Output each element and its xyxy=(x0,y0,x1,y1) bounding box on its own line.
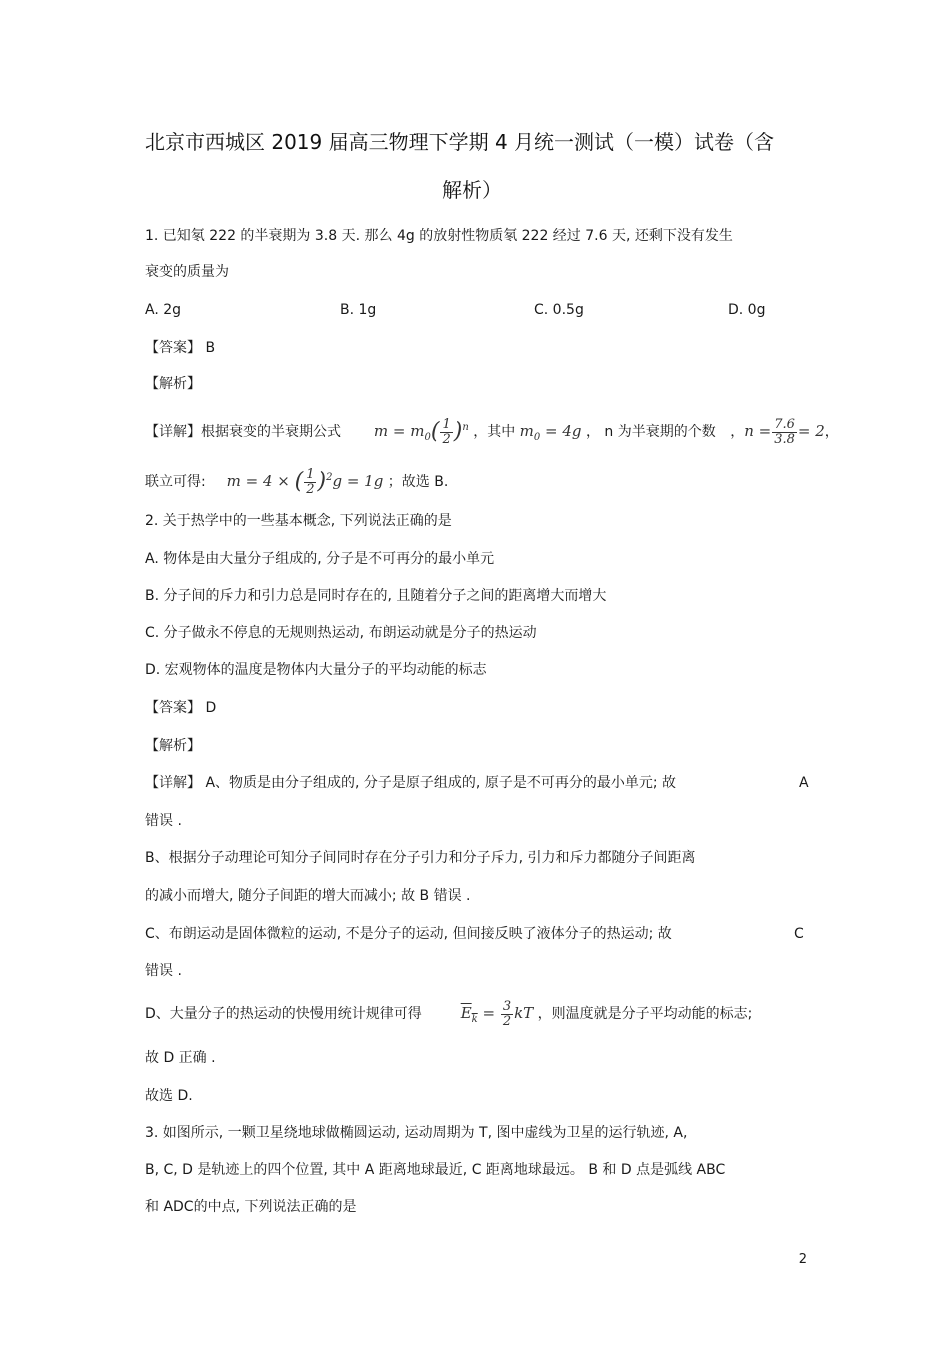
q1-combine-prefix: 联立可得: xyxy=(145,474,206,490)
q1-analysis-label: 【解析】 xyxy=(145,376,201,392)
q1-detail: 【详解】根据衰变的半衰期公式 $m = m_0$( $\frac{1}{2}$ )$^n$ ，其中 $m_0 = 4g$ ， n 为半衰期的个数 ，n = $\frac{7.6}{3.8}$ = 2， xyxy=(145,416,839,447)
q2-option-d: D. 宏观物体的温度是物体内大量分子的平均动能的标志 xyxy=(145,662,487,678)
q1-option-a: A. 2g xyxy=(145,302,182,318)
q2-detail-d-prefix: D、大量分子的热运动的快慢用统计规律可得 xyxy=(145,1006,422,1022)
q2-detail-c-line1: C、布朗运动是固体微粒的运动, 不是分子的运动, 但间接反映了液体分子的热运动; 故 xyxy=(145,926,672,942)
q2-detail-d-line2: 故 D 正确 . xyxy=(145,1050,216,1066)
q1-option-d: D. 0g xyxy=(728,302,766,318)
q3-stem-line2: B, C, D 是轨迹上的四个位置, 其中 A 距离地球最近, C 距离地球最远。 B 和 D 点是弧线 ABC xyxy=(145,1162,726,1178)
page-number: 2 xyxy=(798,1252,807,1267)
q2-conclusion: 故选 D. xyxy=(145,1088,193,1104)
q2-detail-d-suffix: ，则温度就是分子平均动能的标志; xyxy=(537,1006,753,1022)
q2-option-c: C. 分子做永不停息的无规则热运动, 布朗运动就是分子的热运动 xyxy=(145,625,537,641)
q1-option-b: B. 1g xyxy=(340,302,377,318)
q1-m0-formula: $m_0 = 4g$ xyxy=(519,422,582,443)
q2-detail-a-line1: 【详解】 A、物质是由分子组成的, 分子是原子组成的, 原子是不可再分的最小单元; 故 xyxy=(145,775,676,791)
q3-stem-line1: 3. 如图所示, 一颗卫星绕地球做椭圆运动, 运动周期为 T, 图中虚线为卫星的运行轨迹, A, xyxy=(145,1125,688,1141)
q1-stem-line1: 1. 已知氡 222 的半衰期为 3.8 天. 那么 4g 的放射性物质氡 222 经过 7.6 天, 还剩下没有发生 xyxy=(145,228,733,244)
q1-stem-line2: 衰变的质量为 xyxy=(145,264,229,280)
q2-energy-formula: $E_k$ = $\frac{3}{2}$ kT xyxy=(460,998,534,1029)
q2-option-a: A. 物体是由大量分子组成的, 分子是不可再分的最小单元 xyxy=(145,551,495,567)
q1-detail-prefix: 【详解】根据衰变的半衰期公式 xyxy=(145,424,341,440)
q2-detail-a-line2: 错误 . xyxy=(145,813,182,829)
q1-answer: 【答案】 B xyxy=(145,340,216,356)
q2-option-b: B. 分子间的斥力和引力总是同时存在的, 且随着分子之间的距离增大而增大 xyxy=(145,588,607,604)
q2-detail-c-right: C xyxy=(794,926,804,942)
q1-combine-formula: m = 4 × ( $\frac{1}{2}$ )$^2$g = 1g xyxy=(226,466,384,497)
q1-detail-mid1: ，其中 xyxy=(473,424,516,440)
q2-detail-b-line1: B、根据分子动理论可知分子间同时存在分子引力和分子斥力, 引力和斥力都随分子间距离 xyxy=(145,850,696,866)
q1-combine-suffix: ；故选 B. xyxy=(387,474,449,490)
q2-answer: 【答案】 D xyxy=(145,700,217,716)
q1-combine xyxy=(145,460,448,500)
q3-stem-line3: 和 ADC的中点, 下列说法正确的是 xyxy=(145,1199,357,1215)
document-title-line2: 解析） xyxy=(442,178,502,202)
q1-n-formula: n = $\frac{7.6}{3.8}$ = 2 xyxy=(744,416,825,447)
q2-detail-a-right: A xyxy=(799,775,809,791)
q1-option-c: C. 0.5g xyxy=(534,302,584,318)
q2-detail-c-line2: 错误 . xyxy=(145,963,182,979)
q1-halflife-formula: $m = m_0$( $\frac{1}{2}$ )$^n$ xyxy=(373,416,469,447)
document-title-line1: 北京市西城区 2019 届高三物理下学期 4 月统一测试（一模）试卷（含 xyxy=(145,130,775,154)
q2-stem: 2. 关于热学中的一些基本概念, 下列说法正确的是 xyxy=(145,513,452,529)
q2-detail-d-line1 xyxy=(145,995,752,1038)
q2-analysis-label: 【解析】 xyxy=(145,738,201,754)
q2-detail-b-line2: 的减小而增大, 随分子间距的增大而减小; 故 B 错误 . xyxy=(145,888,471,904)
q1-detail-mid2: ， n 为半衰期的个数 xyxy=(585,424,716,440)
